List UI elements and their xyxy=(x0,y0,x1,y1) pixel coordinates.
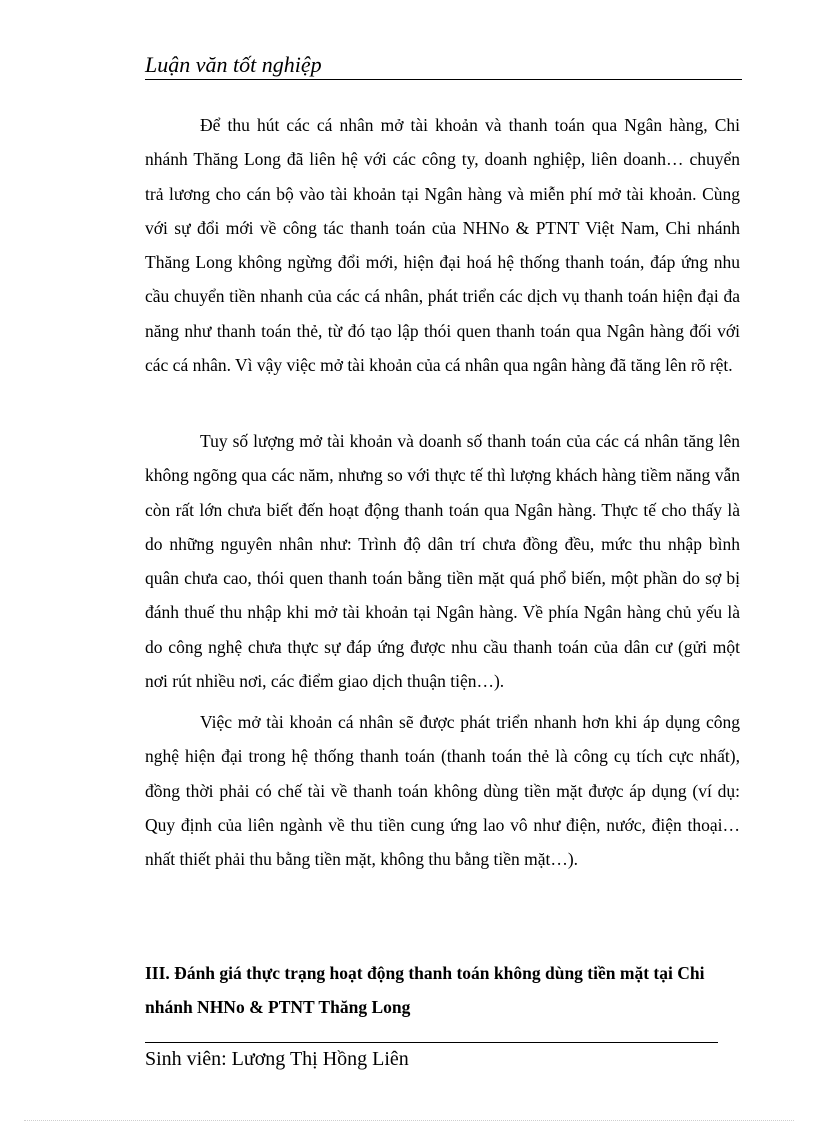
footer-author: Sinh viên: Lương Thị Hồng Liên xyxy=(145,1048,409,1070)
footer-divider xyxy=(145,1042,718,1043)
page-header-title: Luận văn tốt nghiệp xyxy=(145,52,322,77)
paragraph-3: Việc mở tài khoản cá nhân sẽ được phát triển nhanh hơn khi áp dụng công nghệ hiện đại trong hệ thống thanh toán (thanh toán thẻ là công cụ tích cực nhất), đồng thời phải có chế tài về thanh toán không dùng tiền mặt được áp dụng (ví dụ: Quy định của liên ngành về thu tiền cung ứng lao vô như điện, nước, điện thoại…nhất thiết phải thu bằng tiền mặt, không thu bằng tiền mặt…). xyxy=(145,712,740,870)
paragraph-1: Để thu hút các cá nhân mở tài khoản và thanh toán qua Ngân hàng, Chi nhánh Thăng Long đã liên hệ với các công ty, doanh nghiệp, liên doanh… chuyển trả lương cho cán bộ vào tài khoản tại Ngân hàng và miễn phí mở tài khoản. Cùng với sự đổi mới về công tác thanh toán của NHNo & PTNT Việt Nam, Chi nhánh Thăng Long không ngừng đổi mới, hiện đại hoá hệ thống thanh toán, đáp ứng nhu cầu chuyển tiền nhanh của các cá nhân, phát triển các dịch vụ thanh toán hiện đại đa năng như thanh toán thẻ, từ đó tạo lập thói quen thanh toán qua Ngân hàng đối với các cá nhân. Vì vậy việc mở tài khoản của cá nhân qua ngân hàng đã tăng lên rõ rệt. xyxy=(145,115,740,376)
page-edge-divider xyxy=(24,1120,794,1121)
section-heading: III. Đánh giá thực trạng hoạt động thanh toán không dùng tiền mặt tại Chi nhánh NHNo & PTNT Thăng Long xyxy=(145,963,705,1018)
paragraph-2: Tuy số lượng mở tài khoản và doanh số thanh toán của các cá nhân tăng lên không ngõng qua các năm, nhưng so với thực tế thì lượng khách hàng tiềm năng vẫn còn rất lớn chưa biết đến hoạt động thanh toán qua Ngân hàng. Thực tế cho thấy là do những nguyên nhân như: Trình độ dân trí chưa đồng đều, mức thu nhập bình quân chưa cao, thói quen thanh toán bằng tiền mặt quá phổ biến, một phần do sợ bị đánh thuế thu nhập khi mở tài khoản tại Ngân hàng. Về phía Ngân hàng chủ yếu là do công nghệ chưa thực sự đáp ứng được nhu cầu thanh toán của dân cư (gửi một nơi rút nhiều nơi, các điểm giao dịch thuận tiện…). xyxy=(145,431,740,692)
header-divider xyxy=(145,79,742,80)
